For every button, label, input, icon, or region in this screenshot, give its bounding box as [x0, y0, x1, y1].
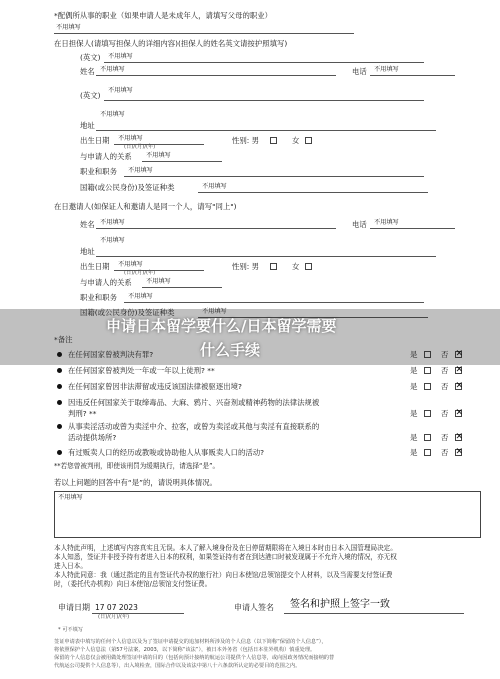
checked-x-icon: ✕ — [455, 432, 464, 442]
no-label: 否 — [441, 448, 449, 457]
signature-label: 申请人签名 — [234, 603, 274, 612]
guarantor-sex-label: 性别: 男 — [232, 136, 260, 145]
guarantor-nation-label: 国籍(或公民身份)及签证种类 — [80, 183, 175, 192]
guarantor-name-value: 不用填写 — [100, 66, 125, 73]
spouse-occupation-label: *配偶所从事的职业（如果申请人是未成年人，请填写父母的职业） — [54, 11, 273, 20]
guarantor-en1-label: (英文) — [80, 53, 101, 62]
question-text: 在任何国家曾被判处一年或一年以上徒刑? ** — [68, 366, 215, 375]
detail-prompt: 若以上问题的回答中有“是”的，请说明具体情况。 — [54, 478, 217, 487]
guarantor-name-label: 姓名 — [80, 67, 95, 76]
bullet-icon — [57, 368, 62, 373]
underline — [104, 62, 424, 63]
remarks-label: *备注 — [54, 335, 73, 344]
yes-checkbox[interactable] — [424, 434, 431, 441]
guarantor-female-checkbox[interactable] — [305, 137, 312, 144]
underline — [370, 75, 455, 76]
underline — [124, 176, 424, 177]
guarantor-birth-label: 出生日期 — [80, 136, 110, 145]
inviter-name-value: 不用填写 — [100, 219, 125, 226]
footer-line: 保留的个人信息仅会被用做处理签证申请的目的（包括向预计接纳的航运公司提供个人信息等，或向因政务情况而接纳的替 — [54, 655, 335, 661]
inviter-job-label: 职业和职务 — [80, 293, 117, 302]
checked-x-icon: ✕ — [455, 381, 464, 391]
guarantor-en1-value: 不用填写 — [108, 53, 133, 60]
inviter-male-checkbox[interactable] — [270, 263, 277, 270]
bullet-icon — [57, 450, 62, 455]
guarantor-address-label: 地址 — [80, 121, 95, 130]
underline — [370, 228, 455, 229]
inviter-phone-value: 不用填写 — [374, 219, 399, 226]
question-text-cont: 活动提供场所? — [68, 433, 117, 442]
declaration-line: 本人知悉，签证并非授予持有者进入日本的权利，如果签证持有者在到达港口时被发现属于不允许入境的情况，亦无权 — [54, 553, 397, 561]
guarantor-address-value: 不用填写 — [100, 111, 125, 118]
no-label: 否 — [441, 409, 449, 418]
question-text: 在任何国家曾被判决有罪? — [68, 350, 154, 359]
inviter-address-label: 地址 — [80, 247, 95, 256]
inviter-address-value: 不用填写 — [100, 237, 125, 244]
inviter-birth-value: 不用填写 — [118, 261, 143, 268]
no-label: 否 — [441, 366, 449, 375]
inviter-female-checkbox[interactable] — [305, 263, 312, 270]
underline — [142, 161, 222, 162]
inviter-female-label: 女 — [292, 262, 300, 271]
yes-label: 是 — [410, 366, 418, 375]
guarantor-relation-value: 不用填写 — [146, 152, 171, 159]
inviter-relation-label: 与申请人的关系 — [80, 278, 132, 287]
question-text: 有过贩卖人口的经历或教唆或协助他人从事贩卖人口的活动? — [68, 448, 265, 457]
underline — [96, 228, 336, 229]
guarantor-female-label: 女 — [292, 136, 300, 145]
checked-x-icon: ✕ — [455, 349, 464, 359]
banner-title-line2: 什么手续 — [200, 341, 261, 359]
inviter-name-label: 姓名 — [80, 220, 95, 229]
yes-label: 是 — [410, 409, 418, 418]
detail-textarea[interactable] — [54, 491, 481, 538]
yes-checkbox[interactable] — [424, 449, 431, 456]
banner-title-line1: 申请日本留学要什么/日本留学需要 — [106, 317, 337, 335]
bullet-icon — [57, 384, 62, 389]
no-label: 否 — [441, 433, 449, 442]
title-banner — [0, 309, 500, 365]
underline — [54, 33, 354, 34]
bullet-icon — [57, 400, 62, 405]
guarantor-birth-value: 不用填写 — [118, 135, 143, 142]
detail-value: 不用填写 — [58, 494, 83, 501]
guarantor-job-label: 职业和职务 — [80, 167, 117, 176]
guarantor-relation-label: 与申请人的关系 — [80, 152, 132, 161]
inviter-birth-label: 出生日期 — [80, 262, 110, 271]
underline — [198, 192, 428, 193]
guarantor-en2-label: (英文) — [80, 91, 101, 100]
checked-x-icon: ✕ — [455, 447, 464, 457]
checked-x-icon: ✕ — [455, 408, 464, 418]
guarantor-job-value: 不用填写 — [128, 167, 153, 174]
inviter-sex-label: 性别: 男 — [232, 262, 260, 271]
underline — [96, 75, 336, 76]
checked-x-icon: ✕ — [455, 365, 464, 375]
guarantor-male-checkbox[interactable] — [270, 137, 277, 144]
underline — [96, 256, 436, 257]
question-text: 从事卖淫活动或曾为卖淫中介、拉客，或曾为卖淫或其他与卖淫有直接联系的 — [68, 422, 320, 431]
yes-checkbox[interactable] — [424, 367, 431, 374]
question-text: 在任何国家曾因非法滞留或违反该国法律被驱逐出境? — [68, 382, 242, 391]
apply-date-value: 17 07 2023 — [95, 603, 138, 612]
inviter-nation-label: 国籍(或公民身份)及签证种类 — [80, 308, 175, 317]
inviter-job-value: 不用填写 — [128, 293, 153, 300]
apply-date-hint: (日)/(月)/(年) — [98, 614, 130, 620]
guarantor-en2-value: 不用填写 — [108, 87, 133, 94]
underline — [104, 100, 424, 101]
footer-line: 将依照保护个人信息法（第57号法案，2003，以下简称“该法”），被日本外务省（包括日本驻外机构）慎重处理。 — [54, 647, 316, 653]
guarantor-nation-value: 不用填写 — [202, 183, 227, 190]
declaration-line: 进入日本。 — [54, 562, 87, 570]
inviter-date-hint: (日)/(月)/(年) — [124, 270, 156, 276]
question-text: 因违反任何国家关于取缔毒品、大麻、鸦片、兴奋剂或精神药物的法律法规被 — [68, 398, 320, 407]
optional-note: * 可不填写 — [58, 627, 83, 633]
pardon-note: **若您曾被判刑，即使该刑罚为缓期执行，请选择“是”。 — [54, 462, 220, 470]
inviter-phone-label: 电话 — [352, 220, 367, 229]
yes-label: 是 — [410, 448, 418, 457]
footer-line: 代航运公司提供个人信息等），出入境检查，国际合作以及该法中第八十六条款所认定的必要目的范围之内。 — [54, 663, 301, 669]
declaration-line: 本人特此同意：我（通过指定的且有签证代办权的旅行社）向日本使馆/总领馆提交个人材料，以及当需要支付签证费 — [54, 571, 393, 579]
declaration-line: 时，（委托代办机构）向日本使馆/总领馆支付签证费。 — [54, 580, 212, 588]
inviter-header: 在日邀请人(如保证人和邀请人是同一个人，请写"同上") — [54, 202, 237, 211]
guarantor-phone-label: 电话 — [352, 67, 367, 76]
footer-line: 签证申请表中填写的任何个人信息以及为了签证申请提交的追加材料所涉及的个人信息（以下简称“保留的个人信息”）， — [54, 639, 327, 645]
question-text-cont: 判刑? ** — [68, 409, 97, 418]
underline — [142, 287, 222, 288]
underline — [284, 613, 464, 614]
yes-label: 是 — [410, 382, 418, 391]
guarantor-phone-value: 不用填写 — [374, 66, 399, 73]
yes-checkbox[interactable] — [424, 383, 431, 390]
inviter-nation-value: 不用填写 — [202, 308, 227, 315]
spouse-occupation-value: 不用填写 — [56, 24, 81, 31]
no-label: 否 — [441, 350, 449, 359]
yes-label: 是 — [410, 433, 418, 442]
yes-label: 是 — [410, 350, 418, 359]
apply-date-label: 申请日期 — [58, 603, 90, 612]
declaration-line: 本人特此声明，上述填写内容真实且无误。本人了解入境身份及在日停留期限将在入境日本时由日本入国管理局决定。 — [54, 544, 397, 552]
inviter-relation-value: 不用填写 — [146, 278, 171, 285]
guarantor-date-hint: (日)/(月)/(年) — [124, 144, 156, 150]
underline — [124, 302, 424, 303]
yes-checkbox[interactable] — [424, 410, 431, 417]
no-label: 否 — [441, 382, 449, 391]
signature-value: 签名和护照上签字一致 — [290, 599, 390, 610]
underline — [96, 130, 436, 131]
bullet-icon — [57, 424, 62, 429]
guarantor-header: 在日担保人(请填写担保人的详细内容)(担保人的姓名英文请按护照填写) — [54, 39, 288, 48]
